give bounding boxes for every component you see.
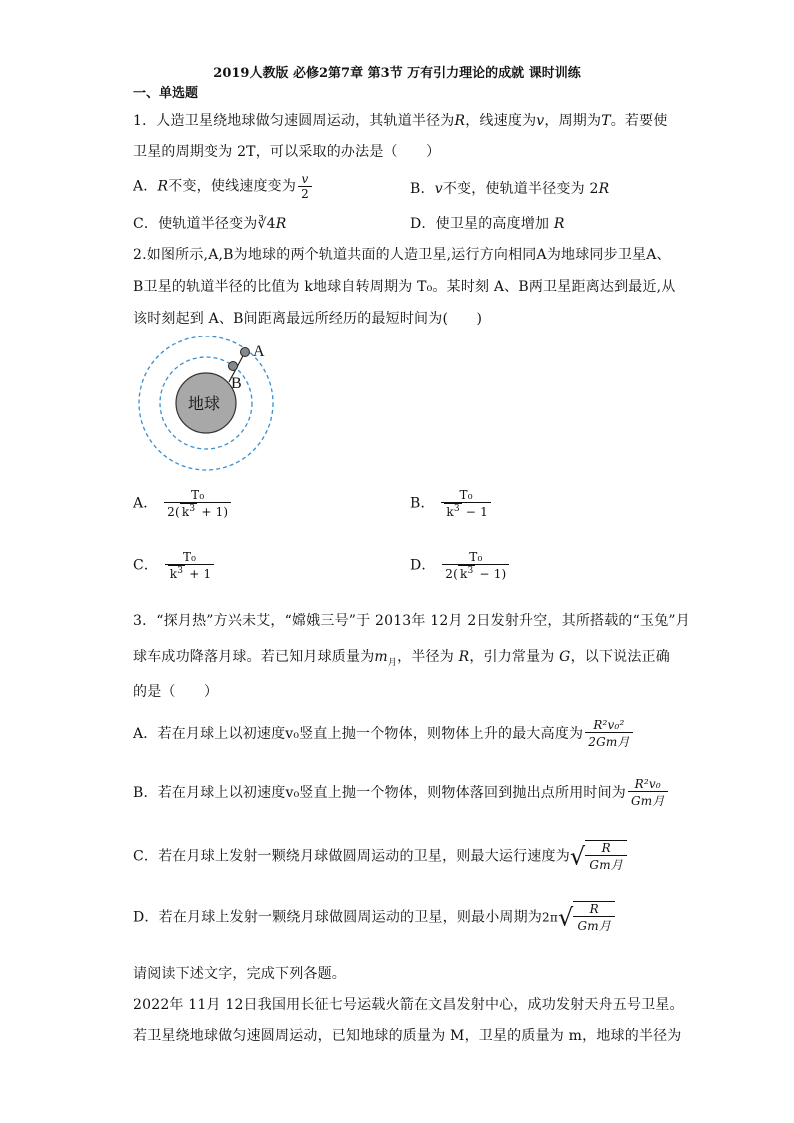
earth-label: 地球 — [188, 394, 221, 413]
q3-stem-line2: 球车成功降落月球。若已知月球质量为$m_月$，半径为 R，引力常量为 G，以下说法正确 — [133, 649, 670, 668]
label-a: A — [253, 343, 265, 360]
q1-option-d[interactable]: D．使卫星的高度增加 R — [410, 216, 565, 232]
reading-line1: 2022年 11月 12日我国用长征七号运载火箭在文昌发射中心，成功发射天舟五号卫星。 — [133, 997, 684, 1013]
q2-stem-line2: B卫星的轨道半径的比值为 k地球自转周期为 T₀。某时刻 A、B两卫星距离达到最近,从 — [133, 279, 676, 295]
orbit-figure — [133, 336, 283, 476]
q3-option-b[interactable]: B．若在月球上以初速度v₀竖直上抛一个物体，则物体落回到抛出点所用时间为 $\frac{\text{R²v₀}}{\text{Gm月}}$ — [133, 777, 670, 809]
q3-option-d[interactable]: D．若在月球上发射一颗绕月球做圆周运动的卫星，则最小周期为2π√ R Gm月 — [133, 901, 615, 934]
q3-stem-line1: 3．“探月热”方兴未艾，“嫦娥三号”于 2013年 12月 2日发射升空，其所搭载的“玉兔”月 — [133, 613, 690, 629]
reading-intro: 请阅读下述文字，完成下列各题。 — [133, 966, 346, 982]
page-title: 2019人教版 必修2第7章 第3节 万有引力理论的成就 课时训练 — [213, 66, 581, 81]
q3-option-a[interactable]: A．若在月球上以初速度v₀竖直上抛一个物体，则物体上升的最大高度为 $\frac{\text{R²v₀²}}{\text{2Gm月}}$ — [133, 718, 635, 750]
q2-option-b[interactable]: B． $\frac{\text{T₀}}{k^3 - 1}$ — [410, 488, 493, 519]
section-heading: 一、单选题 — [133, 86, 199, 101]
q3-option-c[interactable]: C．若在月球上发射一颗绕月球做圆周运动的卫星，则最大运行速度为√ R Gm月 — [133, 840, 627, 873]
q1-option-a-fraction: $\frac{v}{2}$ — [298, 172, 312, 201]
q3-stem-line3: 的是（ ） — [133, 684, 219, 700]
q2-option-d[interactable]: D． $\frac{\text{T₀}}{2( k^3 - 1)}$ — [410, 550, 511, 581]
reading-line2: 若卫星绕地球做匀速圆周运动，已知地球的质量为 M，卫星的质量为 m，地球的半径为 — [133, 1028, 682, 1044]
q1-stem-line1: 1．人造卫星绕地球做匀速圆周运动，其轨道半径为R，线速度为v，周期为T。若要使 — [133, 113, 668, 129]
q1-option-a[interactable]: A．R不变，使线速度变为 $\frac{v}{2}$ — [133, 172, 314, 201]
q1-option-c[interactable]: C．使轨道半径变为∛4R — [133, 216, 287, 232]
q1-stem-line2: 卫星的周期变为 2T，可以采取的办法是（ ） — [133, 144, 441, 160]
q2-stem-line3: 该时刻起到 A、B间距离最远所经历的最短时间为( ) — [133, 311, 483, 327]
satellite-b — [229, 362, 238, 371]
q2-option-a[interactable]: A． $\frac{\text{T₀}}{2( k^3 + 1)}$ — [133, 488, 233, 519]
satellite-a — [241, 348, 250, 357]
q2-option-c[interactable]: C． $\frac{\text{T₀}}{k^3 + 1}$ — [133, 550, 216, 581]
label-b: B — [231, 375, 242, 392]
q1-option-b[interactable]: B．v不变，使轨道半径变为 2R — [410, 181, 610, 197]
q2-stem-line1: 2.如图所示,A,B为地球的两个轨道共面的人造卫星,运行方向相同A为地球同步卫星A、 — [133, 247, 671, 263]
